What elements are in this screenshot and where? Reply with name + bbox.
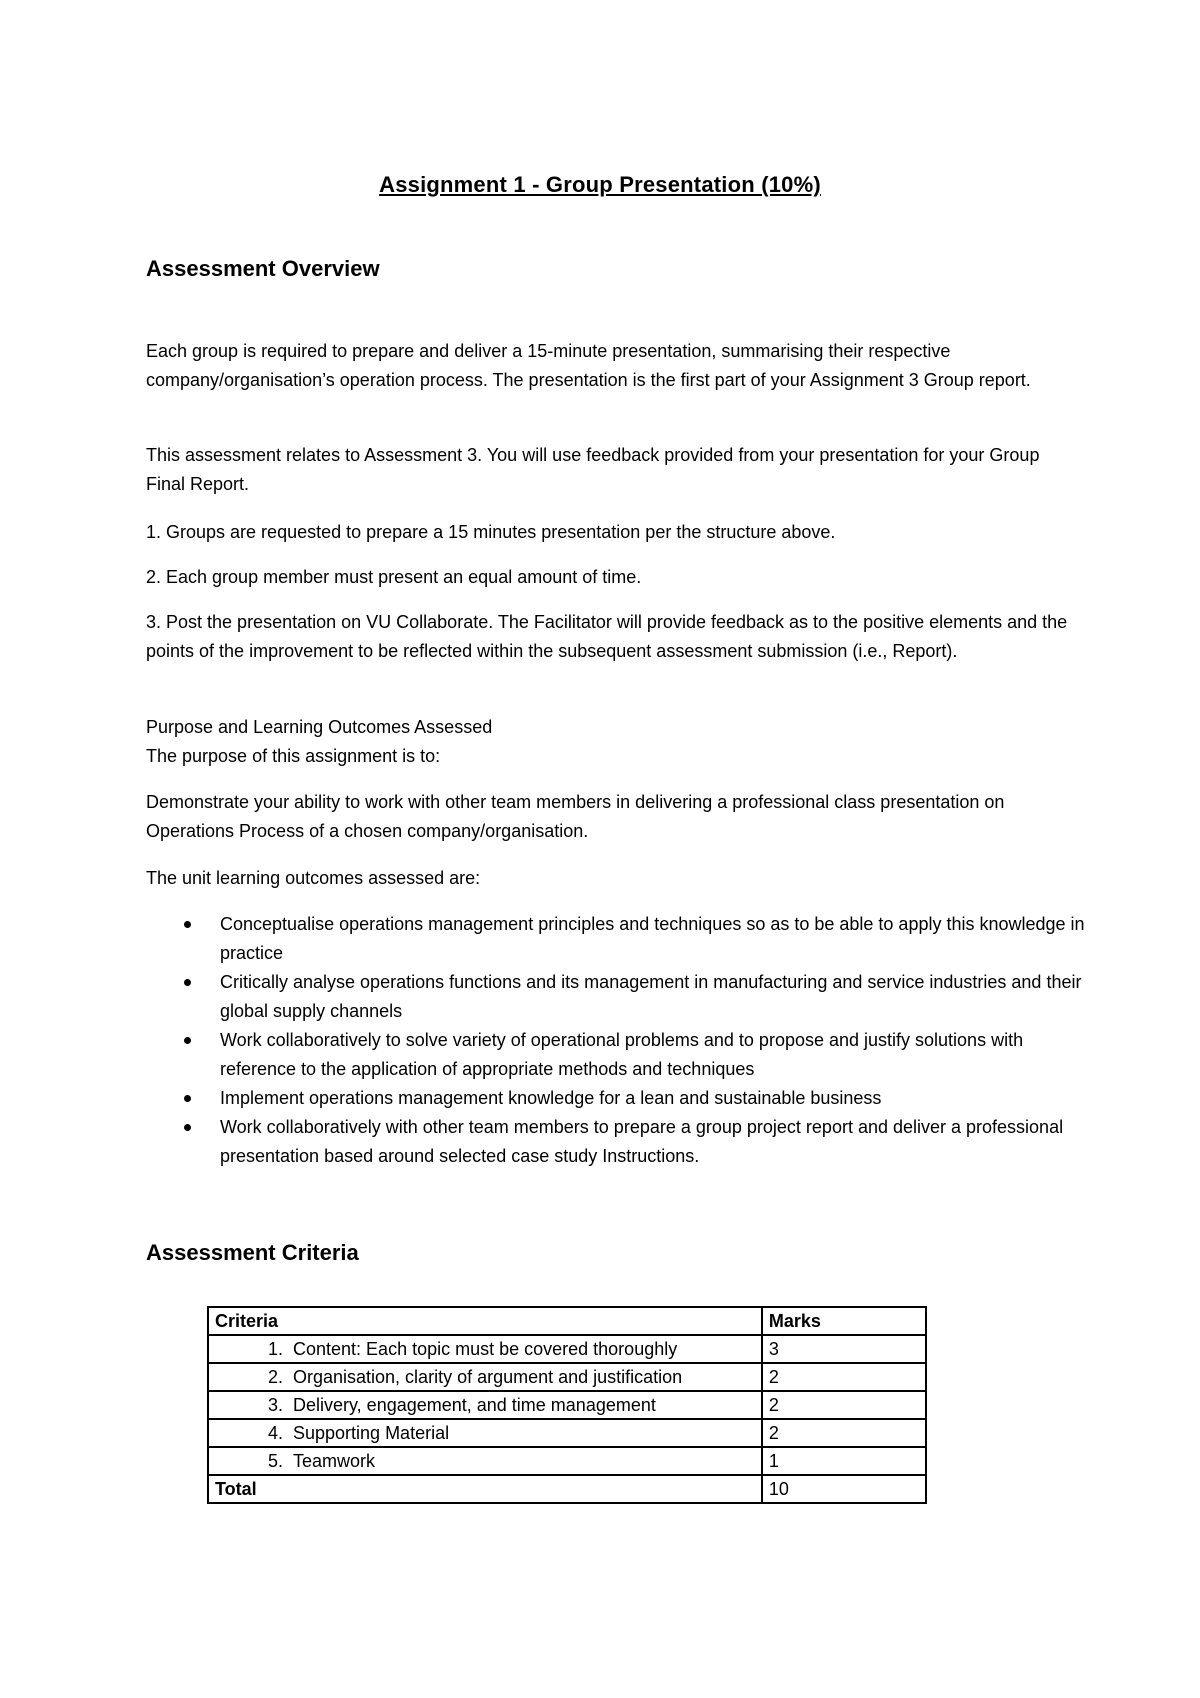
marks-cell: 2 [762, 1391, 926, 1419]
document-title: Assignment 1 - Group Presentation (10%) [379, 172, 821, 197]
total-label: Total [208, 1475, 762, 1503]
purpose-intro: The purpose of this assignment is to: [146, 746, 441, 766]
row-number: 3. [267, 1395, 283, 1415]
table-row [208, 1447, 926, 1475]
purpose-heading: Purpose and Learning Outcomes Assessed [146, 717, 493, 737]
total-marks: 10 [762, 1475, 926, 1503]
bullet-icon [184, 1124, 191, 1131]
table-row [208, 1363, 926, 1391]
bullet-icon [184, 1037, 191, 1044]
learning-outcomes-list [146, 910, 1086, 1171]
table-row [208, 1335, 926, 1363]
row-label: Delivery, engagement, and time management [293, 1395, 656, 1415]
criteria-table [207, 1306, 927, 1504]
list-item [146, 1026, 1086, 1084]
row-label: Content: Each topic must be covered thoroughly [293, 1339, 678, 1359]
overview-paragraph-1: Each group is required to prepare and deliver a 15-minute presentation, summarising their respective company/organisation’s operation process. The presentation is the first part of your Assignment 3 Group report. [146, 341, 1031, 390]
criteria-cell [208, 1335, 762, 1363]
outcome-text: Critically analyse operations functions and its management in manufacturing and service industries and their global supply channels [220, 972, 1082, 1021]
list-item [146, 1113, 1086, 1171]
bullet-icon [184, 979, 191, 986]
overview-heading: Assessment Overview [146, 256, 380, 281]
bullet-icon [184, 921, 191, 928]
criteria-cell [208, 1419, 762, 1447]
marks-cell: 3 [762, 1335, 926, 1363]
list-item [146, 968, 1086, 1026]
table-row [208, 1391, 926, 1419]
row-number: 4. [267, 1423, 283, 1443]
marks-column-header: Marks [762, 1307, 926, 1335]
row-label: Supporting Material [293, 1423, 450, 1443]
row-number: 1. [267, 1339, 283, 1359]
purpose-text: Demonstrate your ability to work with other team members in delivering a professional class presentation on Operations Process of a chosen company/organisation. [146, 792, 1005, 841]
outcome-text: Work collaboratively with other team members to prepare a group project report and deliver a professional presentation based around selected case study Instructions. [220, 1117, 1064, 1166]
row-label: Teamwork [293, 1451, 376, 1471]
table-total-row [208, 1475, 926, 1503]
marks-cell: 2 [762, 1419, 926, 1447]
list-item [146, 1084, 1086, 1113]
bullet-icon [184, 1095, 191, 1102]
outcome-text: Work collaboratively to solve variety of operational problems and to propose and justify solutions with reference to the application of appropriate methods and techniques [220, 1030, 1024, 1079]
criteria-cell [208, 1447, 762, 1475]
table-header-row [208, 1307, 926, 1335]
criteria-cell [208, 1391, 762, 1419]
marks-cell: 1 [762, 1447, 926, 1475]
outcome-text: Implement operations management knowledge for a lean and sustainable business [220, 1088, 882, 1108]
row-number: 2. [267, 1367, 283, 1387]
outcome-text: Conceptualise operations management principles and techniques so as to be able to apply this knowledge in practice [220, 914, 1085, 963]
step-3: 3. Post the presentation on VU Collaborate. The Facilitator will provide feedback as to the positive elements and the points of the improvement to be reflected within the subsequent assessment submission (i.e., Report). [146, 612, 1068, 661]
list-item [146, 910, 1086, 968]
criteria-heading: Assessment Criteria [146, 1240, 359, 1265]
row-number: 5. [267, 1451, 283, 1471]
criteria-column-header: Criteria [208, 1307, 762, 1335]
criteria-cell [208, 1363, 762, 1391]
table-row [208, 1419, 926, 1447]
overview-paragraph-2: This assessment relates to Assessment 3. You will use feedback provided from your presentation for your Group Final Report. [146, 445, 1040, 494]
marks-cell: 2 [762, 1363, 926, 1391]
step-1: 1. Groups are requested to prepare a 15 minutes presentation per the structure above. [146, 522, 836, 542]
outcomes-intro: The unit learning outcomes assessed are: [146, 868, 481, 888]
row-label: Organisation, clarity of argument and justification [293, 1367, 683, 1387]
step-2: 2. Each group member must present an equal amount of time. [146, 567, 642, 587]
